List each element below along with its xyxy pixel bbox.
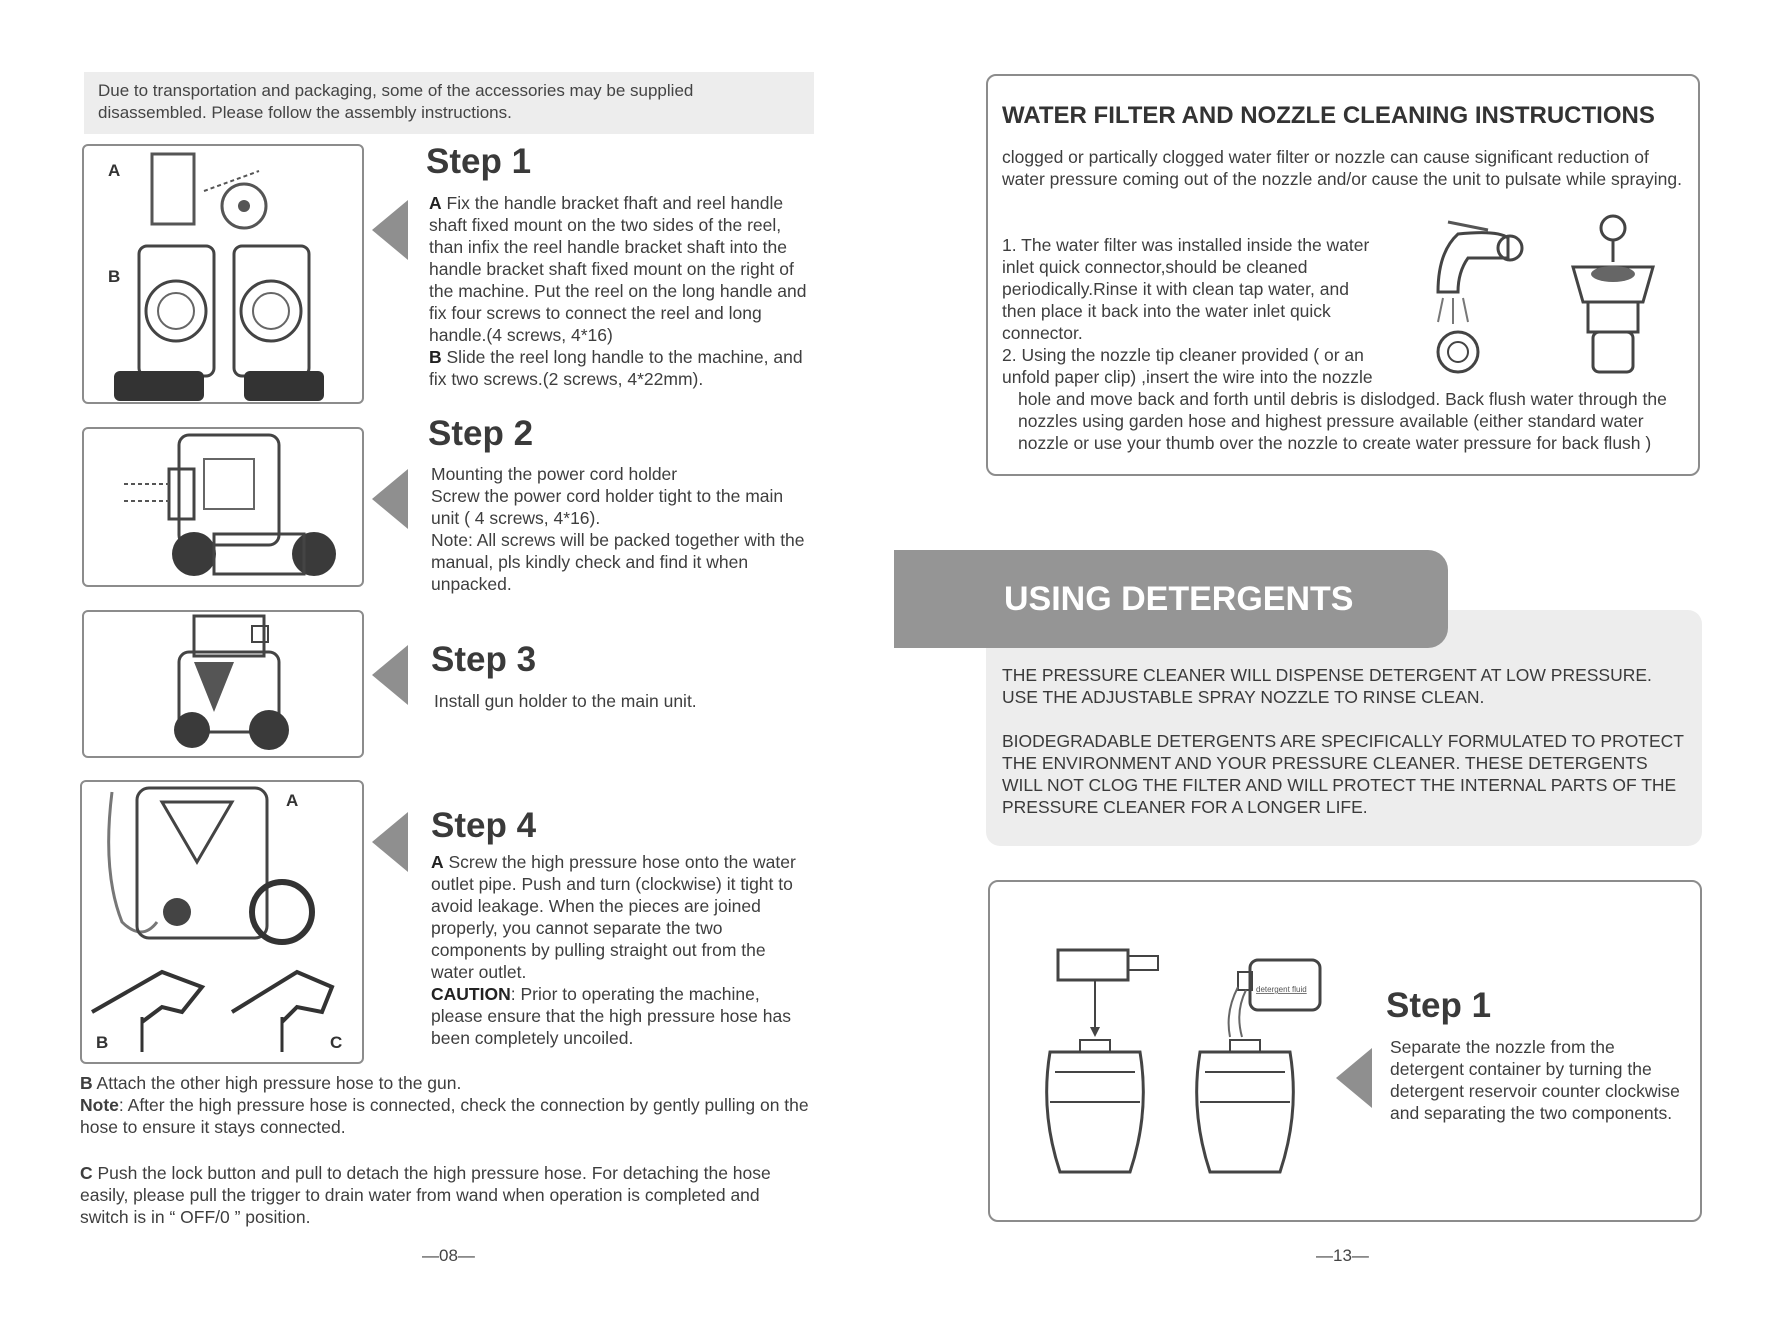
note-text: : After the high pressure hose is connected, check the connection by gently pulling on the hose to ensure it stays connected.: [80, 1095, 809, 1137]
water-filter-item2b: hole and move back and forth until debris is dislodged. Back flush water through the nozzles using garden hose and highest pressure available (either standard water nozzle or use your thumb over the nozzle to create water pressure for back flush ): [1018, 389, 1667, 453]
detach-instruction: [80, 1162, 800, 1228]
attach-instruction: [80, 1072, 840, 1138]
step2-title: Step 2: [428, 414, 534, 453]
step4-pointer: [372, 812, 408, 872]
step3-title: Step 3: [431, 640, 537, 679]
water-filter-title: WATER FILTER AND NOZZLE CLEANING INSTRUCTIONS: [1002, 102, 1655, 129]
detergents-para2: BIODEGRADABLE DETERGENTS ARE SPECIFICALLY FORMULATED TO PROTECT THE ENVIRONMENT AND YOUR PRESSURE CLEANER. THESE DETERGENTS WILL NOT CLOG THE FILTER AND WILL PROTECT THE INTERNAL PARTS OF THE PRESSURE CLEANER FOR A LONGER LIFE.: [1002, 731, 1684, 817]
step1-body: [429, 192, 809, 390]
step2-body: [431, 463, 811, 595]
step1-a-label: A: [429, 193, 442, 213]
detergent-step-body: Separate the nozzle from the detergent container by turning the detergent reservoir counter clockwise and separating the two components.: [1390, 1037, 1680, 1123]
step3-figure: [82, 610, 364, 758]
b-text: Attach the other high pressure hose to the gun.: [92, 1073, 462, 1093]
step2-line2: Screw the power cord holder tight to the main unit ( 4 screws, 4*16).: [431, 486, 784, 528]
b-label: B: [80, 1073, 93, 1093]
step3-body: Install gun holder to the main unit.: [434, 691, 697, 711]
bottle-label: detergent fluid: [1256, 985, 1307, 994]
detergents-banner: [894, 550, 1448, 648]
detergent-step-title: Step 1: [1386, 986, 1492, 1025]
detergent-step-pointer: [1336, 1048, 1372, 1108]
step2-figure: [82, 427, 364, 587]
water-filter-item1: 1. The water filter was installed inside the water inlet quick connector,should be cleaned periodically.Rinse it with clean tap water, and then place it back into the water inlet quick connector.: [1002, 235, 1370, 343]
step4-a-text: Screw the high pressure hose onto the water outlet pipe. Push and turn (clockwise) it tight to avoid leakage. When the pieces are joined properly, you cannot separate the two components by pulling straight out from the water outlet.: [431, 852, 796, 982]
step3-pointer: [372, 645, 408, 705]
detergent-step-box: [988, 880, 1702, 1222]
fig-label-b: B: [108, 267, 121, 286]
detergent-illustration: [1010, 942, 1340, 1182]
page-number-left: —08—: [422, 1246, 475, 1265]
step4-figure: [80, 780, 364, 1064]
step1-figure: [82, 144, 364, 404]
water-filter-box: [986, 74, 1700, 476]
fig-label-b: B: [96, 1033, 109, 1052]
fig-label-c: C: [330, 1033, 343, 1052]
step4-caution-label: CAUTION: [431, 984, 511, 1004]
step1-pointer: [372, 200, 408, 260]
step4-title: Step 4: [431, 806, 537, 845]
step2-line3: Note: All screws will be packed together with the manual, pls kindly check and find it when unpacked.: [431, 530, 805, 594]
step2-line1: Mounting the power cord holder: [431, 464, 678, 484]
step1-title: Step 1: [426, 142, 532, 181]
water-filter-intro: clogged or partically clogged water filter or nozzle can cause significant reduction of water pressure coming out of the nozzle and/or cause the unit to pulsate while spraying.: [1002, 147, 1682, 189]
step4-caution-text: : Prior to operating the machine, please ensure that the high pressure hose has been completely uncoiled.: [431, 984, 791, 1048]
water-filter-item2a: 2. Using the nozzle tip cleaner provided ( or an unfold paper clip) ,insert the wire into the nozzle: [1002, 345, 1373, 387]
c-label: C: [80, 1163, 93, 1183]
step4-a-label: A: [431, 852, 444, 872]
step2-pointer: [372, 469, 408, 529]
detergents-para1: THE PRESSURE CLEANER WILL DISPENSE DETERGENT AT LOW PRESSURE. USE THE ADJUSTABLE SPRAY NOZZLE TO RINSE CLEAN.: [1002, 665, 1652, 707]
step1-b-text: Slide the reel long handle to the machine, and fix two screws.(2 screws, 4*22mm).: [429, 347, 803, 389]
nozzle-illustration: [1558, 212, 1668, 382]
step1-a-text: Fix the handle bracket fhaft and reel handle shaft fixed mount on the two sides of the reel, than infix the reel handle bracket shaft into the handle bracket shaft fixed mount on the right of the machine. Put the reel on the long handle and fix four screws to connect the reel and long handle.(4 screws, 4*16): [429, 193, 807, 345]
page-number-right: —13—: [1316, 1246, 1369, 1265]
c-text: Push the lock button and pull to detach the high pressure hose. For detaching the hose easily, please pull the trigger to drain water from wand when operation is completed and switch is in “ OFF/0 ” position.: [80, 1163, 771, 1227]
note-label: Note: [80, 1095, 119, 1115]
fig-label-a: A: [108, 161, 121, 180]
faucet-illustration: [1418, 212, 1538, 382]
assembly-notice: Due to transportation and packaging, some of the accessories may be supplied disassembled. Please follow the assembly instructions.: [84, 72, 814, 134]
fig-label-a: A: [286, 791, 299, 810]
step1-b-label: B: [429, 347, 442, 367]
detergents-title: USING DETERGENTS: [1004, 580, 1354, 618]
step4-body: [431, 851, 811, 1049]
